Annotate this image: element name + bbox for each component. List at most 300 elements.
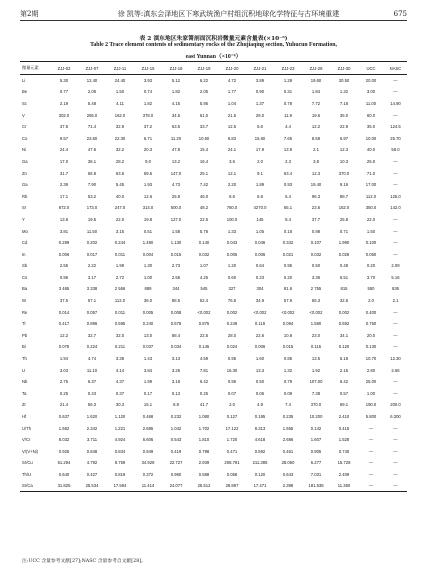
- value-cell: 1.50: [366, 228, 376, 234]
- value-cell: 4.4: [285, 124, 291, 130]
- value-cell: 81.6: [283, 286, 293, 292]
- value-cell: 15.728: [337, 460, 351, 466]
- value-cell: 0.100: [365, 240, 377, 246]
- value-cell: —: [393, 332, 398, 338]
- value-cell: 1.702: [198, 425, 210, 431]
- value-cell: —: [393, 112, 398, 118]
- value-cell: 0.96: [59, 274, 69, 280]
- value-cell: 0.471: [226, 448, 238, 454]
- value-cell: 1.00: [366, 390, 376, 396]
- value-cell: 0.002: [226, 309, 238, 315]
- value-cell: 61.0: [199, 112, 209, 118]
- value-cell: 48.2: [199, 205, 209, 211]
- column-header: ZJJ-15: [134, 62, 162, 75]
- value-cell: 0.004: [142, 251, 154, 257]
- value-cell: 0.028: [338, 251, 350, 257]
- value-cell: 550: [367, 286, 375, 292]
- table-row: [20, 167, 407, 179]
- column-header: UCC: [358, 62, 384, 75]
- running-header: [20, 8, 407, 21]
- value-cell: 10.70: [365, 356, 377, 362]
- value-cell: 0.592: [254, 448, 266, 454]
- table-row: [20, 202, 407, 214]
- value-cell: 0.905: [310, 448, 322, 454]
- element-name-cell: Sr/Ca: [20, 480, 50, 492]
- value-cell: 0.002: [338, 309, 350, 315]
- value-cell: 3.26: [171, 367, 181, 373]
- value-cell: 24.4: [59, 147, 69, 153]
- value-cell: 25.512: [190, 480, 218, 492]
- value-cell: 2.685: [142, 425, 154, 431]
- value-cell: 5.76: [199, 228, 209, 234]
- value-cell: 4.72: [227, 78, 237, 84]
- element-name-cell: U: [22, 367, 26, 373]
- value-cell: 12.1: [227, 170, 237, 176]
- table-row: [20, 446, 407, 458]
- value-cell: 22.0: [115, 216, 125, 222]
- value-cell: 7.42: [199, 182, 209, 188]
- value-cell: <0.002: [309, 309, 323, 315]
- value-cell: 7.90: [87, 182, 97, 188]
- value-cell: 0.750: [365, 321, 377, 327]
- value-cell: 6.42: [339, 379, 349, 385]
- value-cell: 0.415: [338, 425, 350, 431]
- value-cell: 1.92: [311, 367, 321, 373]
- value-cell: 162.0: [338, 205, 350, 211]
- value-cell: 11.20: [170, 135, 182, 141]
- value-cell: 88.4: [171, 332, 181, 338]
- column-header: ZJJ-18: [162, 62, 190, 75]
- value-cell: 3.93: [143, 78, 153, 84]
- value-cell: 265.0: [86, 112, 98, 118]
- value-cell: 34.5: [171, 112, 181, 118]
- value-cell: 1.37: [255, 100, 265, 106]
- table-row: [20, 422, 407, 434]
- value-cell: 211.386: [252, 460, 268, 466]
- value-cell: 6.42: [199, 379, 209, 385]
- value-cell: 1.89: [255, 182, 265, 188]
- table-row: [20, 318, 407, 330]
- value-cell: 0.372: [142, 471, 154, 477]
- value-cell: 872.0: [58, 205, 70, 211]
- value-cell: 53.2: [87, 193, 97, 199]
- value-cell: 142.0: [390, 205, 401, 211]
- table-row: [20, 272, 407, 284]
- value-cell: 0.107: [310, 240, 322, 246]
- value-cell: 0.640: [58, 471, 70, 477]
- value-cell: —: [393, 170, 398, 176]
- value-cell: 0.85: [283, 356, 293, 362]
- value-cell: 51.294: [57, 460, 71, 466]
- value-cell: 4270.0: [253, 205, 267, 211]
- value-cell: 4.792: [86, 460, 98, 466]
- value-cell: 37.6: [59, 124, 69, 130]
- table-row: [20, 469, 407, 481]
- value-cell: 1.990: [338, 240, 350, 246]
- value-cell: 56.3: [87, 402, 97, 408]
- table-row: [20, 109, 407, 121]
- value-cell: 2.20: [227, 182, 237, 188]
- value-cell: 0.057: [86, 309, 98, 315]
- value-cell: 22.5: [199, 332, 209, 338]
- value-cell: 0.960: [170, 471, 182, 477]
- value-cell: 2.73: [171, 263, 181, 269]
- value-cell: 6.606: [142, 437, 154, 443]
- value-cell: 13.0: [143, 332, 153, 338]
- value-cell: 7.38: [311, 390, 321, 396]
- element-name-cell: V/(V+Ni): [22, 448, 38, 454]
- value-cell: 0.417: [58, 321, 70, 327]
- table-row: [20, 144, 407, 156]
- value-cell: 181.538: [302, 480, 330, 492]
- value-cell: 5.4: [285, 193, 291, 199]
- value-cell: 3.6: [229, 158, 235, 164]
- value-cell: 10.200: [309, 414, 323, 420]
- value-cell: 9.1: [257, 170, 263, 176]
- value-cell: 0.011: [114, 309, 126, 315]
- value-cell: 12.6: [143, 193, 153, 199]
- value-cell: 0.588: [198, 471, 210, 477]
- value-cell: 0.461: [282, 448, 294, 454]
- value-cell: 24.1: [227, 147, 237, 153]
- element-name-cell: Cr: [22, 124, 27, 130]
- value-cell: 10.60: [198, 135, 210, 141]
- column-header: ZJJ-23: [274, 62, 302, 75]
- element-name-cell: Cd: [22, 240, 28, 246]
- value-cell: 20.0: [366, 332, 376, 338]
- value-cell: 0.50: [255, 379, 265, 385]
- value-cell: 0.43: [87, 390, 97, 396]
- value-cell: 57.1: [87, 298, 97, 304]
- table-row: [20, 237, 407, 249]
- element-name-cell: Sc: [22, 100, 27, 106]
- value-cell: 41.7: [199, 402, 209, 408]
- element-name-cell: Zn: [22, 170, 27, 176]
- issue-number: 第2期: [20, 10, 39, 18]
- value-cell: —: [393, 321, 398, 327]
- value-cell: 6.83: [227, 135, 237, 141]
- value-cell: 0.427: [86, 471, 98, 477]
- value-cell: 13.5: [311, 356, 321, 362]
- value-cell: 5.51: [339, 274, 349, 280]
- column-header: ZJJ-21: [246, 62, 274, 75]
- element-name-cell: Be: [22, 89, 28, 95]
- element-name-cell: Sr/Cu: [22, 460, 33, 466]
- value-cell: 1.810: [198, 437, 210, 443]
- value-cell: 1.00: [143, 274, 153, 280]
- value-cell: 2.55: [59, 263, 69, 269]
- value-cell: 190.0: [365, 402, 377, 408]
- value-cell: 2.19: [59, 100, 69, 106]
- value-cell: 25.70: [390, 135, 401, 141]
- value-cell: 0.925: [58, 448, 70, 454]
- value-cell: 19.8: [143, 216, 153, 222]
- value-cell: 4.14: [115, 367, 125, 373]
- value-cell: 2.939: [198, 460, 210, 466]
- value-cell: 17.594: [106, 480, 134, 492]
- value-cell: 4.11: [116, 100, 124, 106]
- element-name-cell: Ga: [22, 182, 28, 188]
- value-cell: 2.80: [366, 367, 376, 373]
- value-cell: 0.005: [142, 309, 154, 315]
- value-cell: 3.13: [171, 356, 181, 362]
- table-row: [20, 480, 407, 492]
- value-cell: 19.6: [311, 112, 321, 118]
- value-cell: 0.037: [142, 344, 154, 350]
- value-cell: 15.1: [143, 402, 153, 408]
- value-cell: 57.9: [283, 298, 293, 304]
- value-cell: 1.77: [227, 89, 237, 95]
- value-cell: 11.414: [134, 480, 162, 492]
- value-cell: 37.2: [143, 124, 153, 130]
- value-cell: 0.202: [86, 240, 98, 246]
- value-cell: 200.0: [390, 402, 401, 408]
- element-name-cell: Tl: [22, 321, 26, 327]
- element-name-cell: Re: [22, 309, 28, 315]
- value-cell: 0.798: [198, 448, 210, 454]
- value-cell: 3.89: [255, 78, 265, 84]
- value-cell: 4.618: [254, 437, 266, 443]
- table-row: [20, 75, 407, 87]
- value-cell: 0.79: [283, 379, 293, 385]
- value-cell: 100.0: [226, 216, 238, 222]
- value-cell: 0.896: [86, 321, 98, 327]
- value-cell: 5.12: [171, 78, 181, 84]
- value-cell: 0.050: [365, 251, 377, 257]
- value-cell: —: [393, 158, 398, 164]
- value-cell: 9.57: [59, 135, 69, 141]
- element-name-cell: Ba: [22, 286, 28, 292]
- value-cell: 2.398: [274, 480, 302, 492]
- value-cell: 24.077: [162, 480, 190, 492]
- value-cell: 63.5: [171, 124, 181, 130]
- value-cell: 0.299: [58, 240, 70, 246]
- value-cell: 17.00: [365, 182, 377, 188]
- table-row: [20, 98, 407, 110]
- value-cell: 65.3: [311, 298, 321, 304]
- value-cell: 0.95: [227, 356, 237, 362]
- element-name-cell: Ni: [22, 147, 26, 153]
- value-cell: 71.0: [366, 170, 376, 176]
- value-cell: 145: [256, 216, 264, 222]
- value-cell: 7.16: [339, 100, 349, 106]
- value-cell: 52.4: [199, 298, 209, 304]
- value-cell: 8.759: [114, 460, 126, 466]
- value-cell: 5.95: [199, 100, 209, 106]
- value-cell: 147.0: [170, 170, 182, 176]
- value-cell: 2.686: [282, 437, 294, 443]
- value-cell: 8.313: [254, 425, 266, 431]
- value-cell: 2.0: [229, 402, 235, 408]
- element-name-cell: Nb: [22, 379, 28, 385]
- value-cell: 1.58: [171, 228, 181, 234]
- element-name-cell: Hf: [22, 414, 27, 420]
- value-cell: 12.30: [390, 356, 401, 362]
- value-cell: 370.0: [310, 402, 322, 408]
- value-cell: 40.0: [366, 147, 376, 153]
- table-row: [20, 306, 407, 318]
- value-cell: 3.711: [86, 437, 98, 443]
- value-cell: 1.99: [115, 263, 125, 269]
- value-cell: 6.37: [87, 379, 97, 385]
- table-body: [20, 75, 407, 492]
- value-cell: 1.562: [58, 425, 70, 431]
- value-cell: 2.0: [368, 298, 374, 304]
- value-cell: 2.06: [87, 89, 97, 95]
- value-cell: 0.043: [226, 240, 238, 246]
- value-cell: 0.93: [283, 182, 293, 188]
- value-cell: 3.17: [87, 274, 97, 280]
- value-cell: 2.1: [313, 147, 319, 153]
- value-cell: 0.032: [310, 251, 322, 257]
- value-cell: 0.60: [227, 274, 237, 280]
- value-cell: —: [358, 480, 384, 492]
- value-cell: 19.60: [310, 78, 322, 84]
- value-cell: 16.4: [199, 158, 209, 164]
- value-cell: 5.30: [59, 78, 69, 84]
- element-name-cell: Sb: [22, 263, 28, 269]
- value-cell: 46.0: [199, 193, 209, 199]
- column-header: ZJJ-30: [330, 62, 358, 75]
- value-cell: 0.78: [283, 100, 293, 106]
- value-cell: 0.06: [255, 390, 265, 396]
- value-cell: 3.8: [313, 158, 319, 164]
- value-cell: 0.49: [339, 263, 349, 269]
- value-cell: 5.18: [339, 356, 349, 362]
- value-cell: 15.4: [199, 147, 209, 153]
- value-cell: 2.75: [59, 379, 69, 385]
- value-cell: 112.0: [114, 298, 126, 304]
- value-cell: 5.48: [87, 100, 97, 106]
- value-cell: 2.56: [171, 274, 181, 280]
- table-footnote: 注:UCC 含量参考文献[27];NASC 含量参考自文献[28]。: [22, 559, 146, 564]
- value-cell: 0.678: [170, 321, 182, 327]
- value-cell: 69.1: [339, 402, 349, 408]
- value-cell: 22.5: [199, 216, 209, 222]
- value-cell: 0.51: [143, 228, 153, 234]
- value-cell: 0.145: [198, 344, 210, 350]
- value-cell: 2.66: [391, 367, 400, 373]
- value-cell: 47.8: [171, 147, 181, 153]
- element-name-cell: Rb: [22, 193, 28, 199]
- value-cell: 32.6: [339, 298, 349, 304]
- value-cell: 17.9: [255, 147, 265, 153]
- value-cell: 208.791: [224, 460, 240, 466]
- value-cell: 25.8: [339, 216, 349, 222]
- value-cell: 0.643: [282, 471, 294, 477]
- value-cell: 3.81: [59, 228, 69, 234]
- value-cell: 127.0: [170, 216, 182, 222]
- value-cell: 0.021: [282, 251, 294, 257]
- column-header: ZJJ-19: [190, 62, 218, 75]
- value-cell: 0.20: [283, 274, 293, 280]
- value-cell: 1.60: [255, 356, 265, 362]
- value-cell: 0.13: [171, 390, 181, 396]
- value-cell: 12.2: [311, 124, 321, 130]
- value-cell: —: [393, 390, 398, 396]
- element-name-cell: In: [22, 251, 26, 257]
- value-cell: 26.0: [255, 112, 265, 118]
- table-row: [20, 330, 407, 342]
- value-cell: —: [393, 460, 398, 466]
- value-cell: 0.400: [365, 309, 377, 315]
- value-cell: 1.99: [143, 379, 153, 385]
- running-title: 徐 凯等:滇东会泽地区下寒武统渔户村组沉积地球化学特征与古环境重建: [117, 10, 340, 18]
- table-row: [20, 179, 407, 191]
- value-cell: 8.4: [285, 216, 291, 222]
- value-cell: 0.115: [310, 344, 322, 350]
- value-cell: 0.20: [366, 263, 376, 269]
- value-cell: 2.410: [338, 414, 350, 420]
- column-header: ZJJ-28: [302, 62, 330, 75]
- value-cell: 7.81: [199, 367, 209, 373]
- value-cell: —: [368, 448, 374, 454]
- table-row: [20, 411, 407, 423]
- value-cell: 3.39: [115, 356, 125, 362]
- table-header-row: [20, 62, 407, 75]
- value-cell: 22.0: [366, 216, 376, 222]
- value-cell: 2.0: [257, 158, 263, 164]
- value-cell: 25.00: [365, 379, 377, 385]
- value-cell: 1.94: [59, 356, 69, 362]
- value-cell: 36.1: [87, 158, 97, 164]
- page-number: 675: [393, 10, 407, 18]
- value-cell: —: [393, 216, 398, 222]
- value-cell: 125.0: [390, 193, 401, 199]
- value-cell: 0.130: [365, 344, 377, 350]
- value-cell: 60.0: [366, 112, 376, 118]
- value-cell: 2.72: [115, 274, 125, 280]
- value-cell: 1.05: [255, 228, 265, 234]
- value-cell: 124.5: [390, 124, 401, 130]
- value-cell: 37.7: [311, 216, 321, 222]
- value-cell: 1.07: [199, 263, 209, 269]
- value-cell: 12.40: [86, 78, 98, 84]
- value-cell: 0.232: [170, 414, 182, 420]
- value-cell: 7.031: [310, 471, 322, 477]
- value-cell: 1.29: [283, 78, 293, 84]
- value-cell: 0.015: [282, 344, 294, 350]
- value-cell: 10.3: [339, 158, 349, 164]
- table-row: [20, 214, 407, 226]
- value-cell: 3 465: [58, 286, 70, 292]
- value-cell: 1.221: [114, 425, 126, 431]
- value-cell: 8.58: [311, 135, 321, 141]
- value-cell: 173.0: [86, 205, 98, 211]
- value-cell: 71.4: [87, 124, 97, 130]
- table-row: [20, 388, 407, 400]
- value-cell: 19.5: [87, 216, 97, 222]
- value-cell: 25.0: [366, 158, 376, 164]
- value-cell: 22.9: [339, 124, 349, 130]
- value-cell: 0.342: [282, 240, 294, 246]
- value-cell: 0.37: [115, 390, 125, 396]
- value-cell: <0.002: [197, 309, 211, 315]
- value-cell: 6.8: [257, 193, 263, 199]
- value-cell: 34.928: [141, 460, 155, 466]
- value-cell: 25.534: [78, 480, 106, 492]
- value-cell: 6.300: [390, 414, 401, 420]
- value-cell: 23.0: [311, 332, 321, 338]
- element-name-cell: Th/U: [22, 471, 32, 477]
- element-name-cell: Ta: [22, 390, 27, 396]
- element-name-cell: Th: [22, 356, 27, 362]
- value-cell: 0.005: [226, 251, 238, 257]
- value-cell: 12.2: [59, 332, 69, 338]
- value-cell: 1.120: [114, 414, 126, 420]
- value-cell: 162.0: [114, 112, 126, 118]
- value-cell: 4.59: [199, 356, 209, 362]
